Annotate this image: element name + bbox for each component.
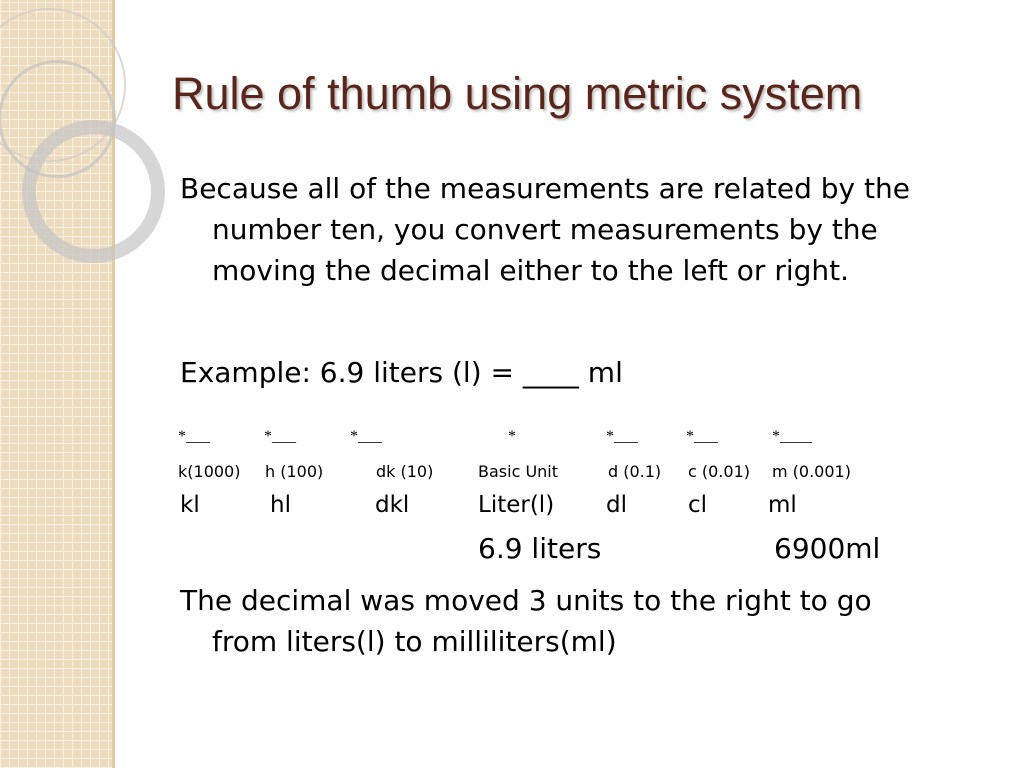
- marker-deka: *___: [350, 428, 382, 445]
- prefix-hecto: h (100): [265, 462, 324, 481]
- intro-line-1: Because all of the measurements are related by the: [180, 172, 910, 205]
- prefix-milli: m (0.001): [772, 462, 851, 481]
- marker-centi: *___: [686, 428, 718, 445]
- unit-ml: ml: [768, 492, 797, 518]
- result-ml: 6900ml: [774, 532, 881, 565]
- closing-paragraph: [180, 580, 990, 662]
- unit-kl: kl: [180, 492, 200, 518]
- unit-dl: dl: [606, 492, 627, 518]
- prefix-deci: d (0.1): [608, 462, 662, 481]
- unit-cl: cl: [688, 492, 708, 518]
- prefix-centi: c (0.01): [688, 462, 750, 481]
- marker-deci: *___: [606, 428, 638, 445]
- marker-basic: *: [508, 428, 516, 445]
- unit-dkl: dkl: [375, 492, 410, 518]
- unit-hl: hl: [270, 492, 291, 518]
- decorative-ring-thick: [22, 120, 165, 263]
- closing-line-1: The decimal was moved 3 units to the right to go: [180, 584, 872, 617]
- result-liters: 6.9 liters: [478, 532, 602, 565]
- intro-line-3: moving the decimal either to the left or right.: [212, 254, 850, 287]
- intro-paragraph: [180, 168, 990, 291]
- slide-title: Rule of thumb using metric system: [172, 68, 863, 119]
- marker-hecto: *___: [264, 428, 296, 445]
- intro-line-2: number ten, you convert measurements by the: [212, 213, 878, 246]
- prefix-basic: Basic Unit: [478, 462, 559, 481]
- prefix-deka: dk (10): [376, 462, 434, 481]
- example-line: Example: 6.9 liters (l) = ____ ml: [180, 356, 623, 389]
- closing-line-2: from liters(l) to milliliters(ml): [212, 625, 617, 658]
- marker-milli: *____: [772, 428, 812, 445]
- prefix-kilo: k(1000): [178, 462, 241, 481]
- unit-liter: Liter(l): [478, 492, 555, 518]
- marker-kilo: *___: [178, 428, 210, 445]
